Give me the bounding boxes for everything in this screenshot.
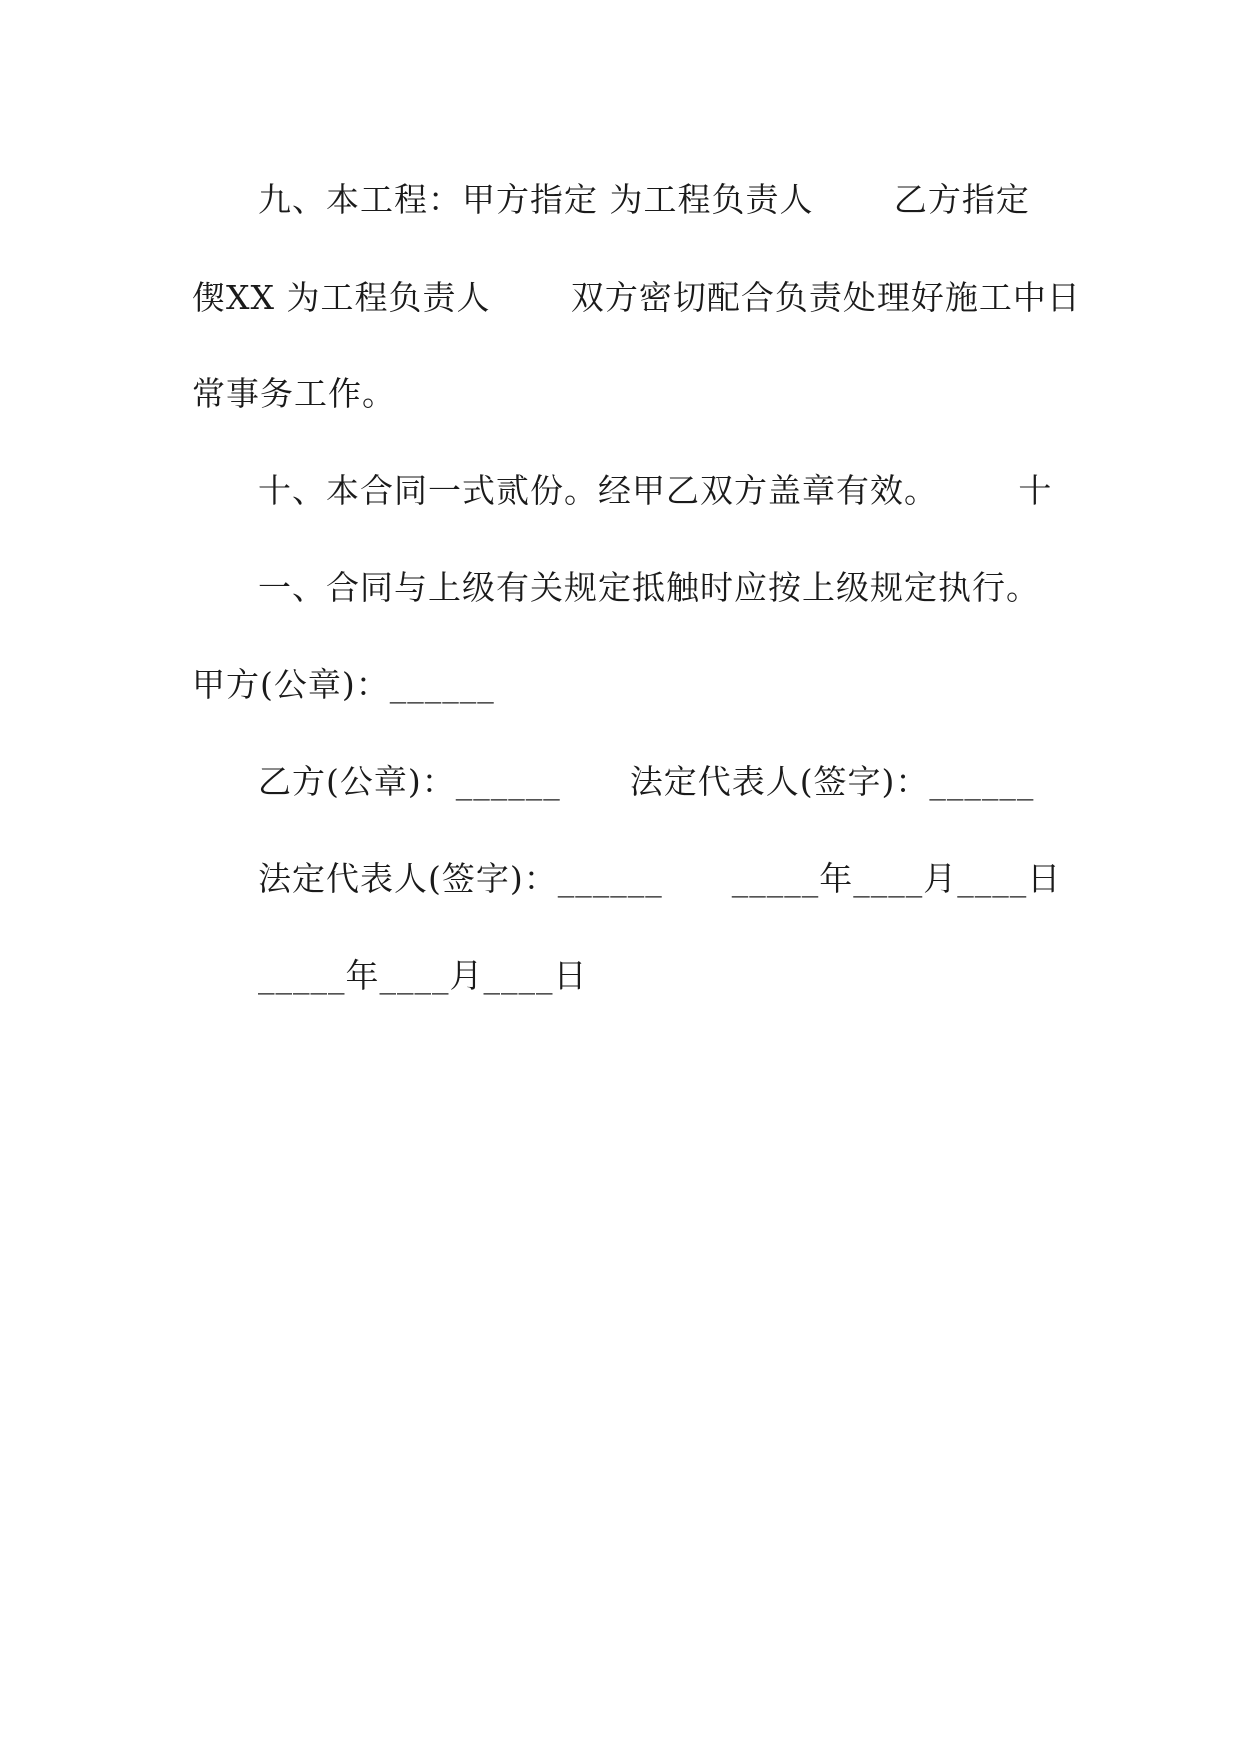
party-a-seal-line: 甲方(公章)：______	[192, 665, 495, 704]
clause-9-line-3: 常事务工作。	[192, 374, 396, 413]
party-b-seal-line: 乙方(公章)：______ 法定代表人(签字)：______	[258, 762, 1035, 801]
clause-11-line: 一、合同与上级有关规定抵触时应按上级规定执行。	[258, 568, 1040, 607]
signature-date-line: 法定代表人(签字)：______ _____年____月____日	[258, 859, 1062, 898]
date-line: _____年____月____日	[258, 956, 588, 995]
clause-10-line: 十、本合同一式贰份。经甲乙双方盖章有效。 十	[258, 471, 1053, 510]
clause-9-line-2: 偰XX 为工程负责人 双方密切配合负责处理好施工中日	[192, 278, 1081, 317]
clause-9-line-1: 九、本工程：甲方指定 为工程负责人 乙方指定	[258, 180, 1030, 219]
